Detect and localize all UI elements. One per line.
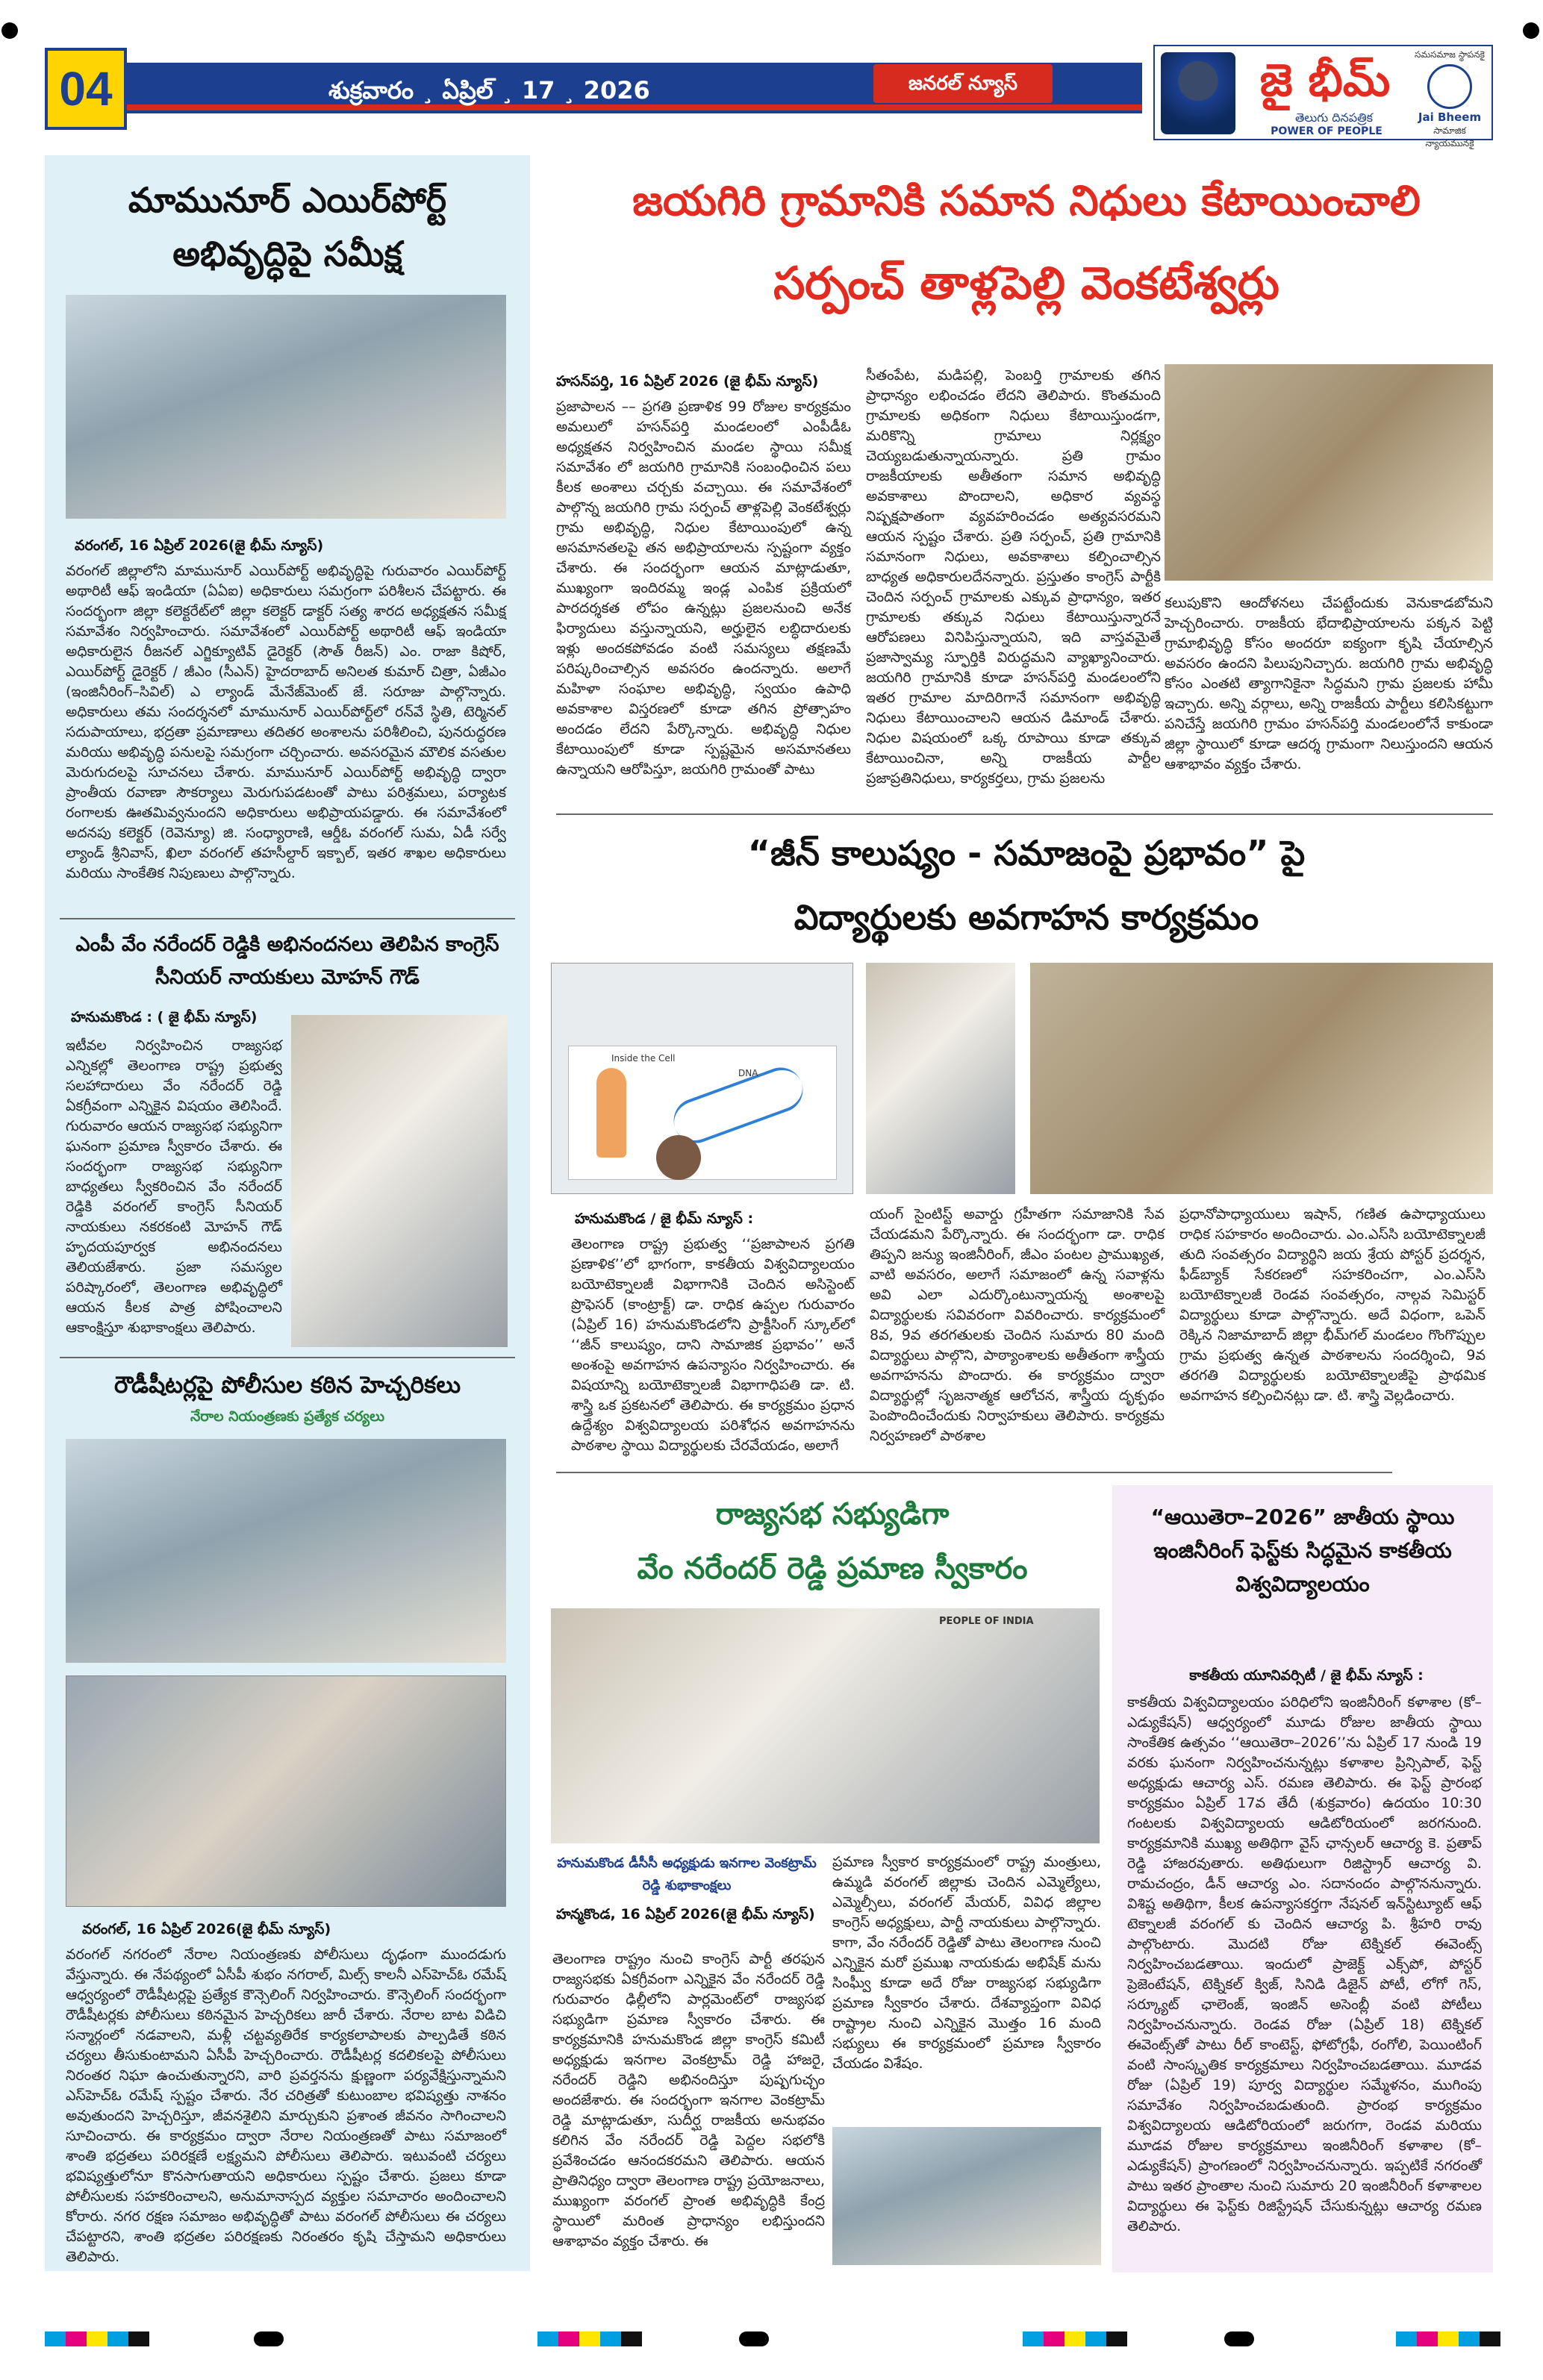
airport-meeting-photo <box>66 295 506 519</box>
divider <box>556 1472 1392 1473</box>
tagline-top: సమసమాజ స్థాపనకై <box>1415 49 1485 60</box>
article-rajyasabha-title-line1: రాజ్యసభ సభ్యుడిగా <box>715 1497 950 1531</box>
header-date: శుక్రవారం ¸ ఏప్రిల్ ¸ 17 ¸ 2026 <box>328 76 650 104</box>
registration-mark <box>1523 22 1539 39</box>
article-jayagiri-title-line2: సర్పంచ్ తాళ్లపెల్లి వెంకటేశ్వర్లు <box>773 257 1279 310</box>
article-jayagiri-col1: ప్రజాపాలన –– ప్రగతి ప్రణాళిక 99 రోజుల కార్యక్రమం అమలులో హసన్‌పర్తి మండలంలో ఎంపీడీఓ అధ్యక్షతన నిర్వహించిన మండల స్థాయి సమీక్ష సమావేశం లో జయగిరి గ్రామానికి సంబంధించిన పలు కీలక అంశాలు చర్చకు వచ్చాయి. ఈ సమావేశంలో పాల్గొన్న జయగిరి గ్రామ సర్పంచ్ తాళ్లపెల్లి వెంకటేశ్వర్లు గ్రామ అభివృద్ధి, నిధుల కేటాయింపులో ఉన్న అసమానతలపై తన అభిప్రాయాలను స్పష్టంగా వ్యక్తం చేశారు. ఈ సందర్భంగా ఆయన మాట్లాడుతూ, ముఖ్యంగా ఇందిరమ్మ ఇండ్ల ఎంపిక ప్రక్రియలో పారదర్శకత లోపం ఉన్నట్లు ప్రజలనుంచి అనేక ఫిర్యాదులు వస్తున్నాయని, అర్హులైన లబ్ధిదారులకు ఇళ్లు అందకపోవడం వంటి సమస్యలు తక్షణమే పరిష్కరించాల్సిన అవసరం ఉందన్నారు. అలాగే మహిళా సంఘాల అభివృద్ధి, స్వయం ఉపాధి అవకాశాల విస్తరణలో కూడా తగిన ప్రోత్సాహం అందడం లేదని పేర్కొన్నారు. అభివృద్ధి నిధుల కేటాయింపులో కూడా స్పష్టమైన అసమానతలు ఉన్నాయని ఆరోపిస్తూ, జయగిరి గ్రామంతో పాటు <box>556 399 851 778</box>
article-rajyasabha-col2: ప్రమాణ స్వీకార కార్యక్రమంలో రాష్ట్ర మంత్రులు, ఉమ్మడి వరంగల్ జిల్లాకు చెందిన ఎమ్మెల్యేలు, ఎమ్మెల్సీలు, వరంగల్ మేయర్, వివిధ జిల్లాల కాంగ్రెస్ అధ్యక్షులు, పార్టీ నాయకులు పాల్గొన్నారు. కాగా, వేం నరేందర్ రెడ్డితో పాటు తెలంగాణ నుంచి ఎన్నికైన మరో ప్రముఖ నాయకుడు అభిషేక్ మను సింఘ్వీ కూడా అదే రోజు రాజ్యసభ సభ్యుడిగా ప్రమాణ స్వీకారం చేశారు. దేశవ్యాప్తంగా వివిధ రాష్ట్రాల నుంచి ఎన్నికైన మొత్తం 16 మంది సభ్యులు ఈ కార్యక్రమంలో ప్రమాణ స్వీకారం చేయడం విశేషం. <box>832 1854 1101 2072</box>
article-aithera-title: “ఆయితెరా–2026” జాతీయ స్థాయి ఇంజినీరింగ్ ఫెస్ట్‌కు సిద్ధమైన కాకతీయ విశ్వవిద్యాలయం <box>1150 1505 1455 1596</box>
congratulation-photo <box>832 2127 1101 2265</box>
divider <box>556 813 1493 815</box>
tagline-bottom: సామాజిక న్యాయమునకై <box>1425 125 1474 149</box>
logo-text: Jai Bheem <box>1418 110 1482 124</box>
classroom-wall-photo <box>866 963 1015 1194</box>
divider <box>60 918 515 919</box>
article-police-body: వరంగల్ నగరంలో నేరాల నియంత్రణకు పోలీసులు దృఢంగా ముందడుగు వేస్తున్నారు. ఈ నేపథ్యంలో ఏసీపీ శుభం నగరాల్, మిల్స్ కాలనీ ఎస్‌హెచ్‌ఓ రమేష్ ఆధ్వర్యంలో రౌడీషీటర్లపై ప్రత్యేక కౌన్సెలింగ్ నిర్వహించారు. కౌన్సెలింగ్ సందర్భంగా రౌడీషీటర్లకు పోలీసులు కఠినమైన హెచ్చరికలు జారీ చేశారు. నేరాల బాట విడిచి సన్మార్గంలో నడవాలని, మళ్లీ చట్టవ్యతిరేక కార్యకలాపాలకు పాల్పడితే కఠిన చర్యలు తీసుకుంటామని ఏసీపీ హెచ్చరించారు. రౌడీషీటర్ల కదలికలపై పోలీసులు నిరంతర నిఘా ఉంచుతున్నారని, వారి ప్రవర్తనను క్షుణ్ణంగా పర్యవేక్షిస్తున్నామని ఎస్‌హెచ్‌ఓ రమేష్ స్పష్టం చేశారు. నేర చరిత్రతో కుటుంబాల భవిష్యత్తు నాశనం అవుతుందని హెచ్చరిస్తూ, జీవనశైలిని మార్చుకుని ప్రశాంత జీవనం సాగించాలని సూచించారు. ఈ కార్యక్రమం ద్వారా నేరాల నియంత్రణతో పాటు సమాజంలో శాంతి భద్రతలు పరిరక్షణే లక్ష్యమని పోలీసులు తెలిపారు. ఇటువంటి చర్యలు భవిష్యత్తులోనూ కొనసాగుతాయని అధికారులు స్పష్టం చేశారు. ప్రజలు కూడా పోలీసులకు సహకరించాలని, అనుమానాస్పద వ్యక్తుల సమాచారం అందించాలని కోరారు. నగర రక్షణ సమాజం అభివృద్ధితో పాటు వరంగల్ పోలీసులు ఈ చర్యలు చేపట్టారని, శాంతి భద్రతల పరిరక్షణకు నిరంతరం కృషి చేస్తామని అధికారులు తెలిపారు. <box>66 1946 506 2265</box>
speaker-inset <box>656 1135 701 1180</box>
color-bar-left <box>45 2331 149 2346</box>
article-aithera-dateline: కాకతీయ యూనివర్సిటీ / జై భీమ్ న్యూస్ : <box>1189 1667 1424 1684</box>
brand-name: జై భీమ్ <box>1259 54 1391 107</box>
registration-pill <box>1224 2331 1254 2346</box>
logo-emblem <box>1427 64 1472 109</box>
gene-slide-photo <box>551 963 853 1194</box>
masthead <box>1153 45 1493 149</box>
article-jayagiri-title-line1: జయగిరి గ్రామానికి సమాన నిధులు కేటాయించాలి <box>632 177 1421 225</box>
page-number: 04 <box>45 48 127 130</box>
classroom-students-photo <box>1030 963 1493 1194</box>
color-bar-mid <box>537 2331 642 2346</box>
brand-subtitle: తెలుగు దినపత్రిక <box>1294 110 1374 125</box>
article-jayagiri-col3: కలుపుకొని ఆందోళనలు చేపట్టేందుకు వెనుకాడబోమని హెచ్చరించారు. రాజకీయ భేదాభిప్రాయాలను పక్కన పెట్టి గ్రామాభివృద్ధి కోసం అందరూ ఐక్యంగా కృషి చేయాల్సిన అవసరం ఉందని పిలుపునిచ్చారు. జయగిరి గ్రామ అభివృద్ధి కోసం ఎంతటి త్యాగానికైనా సిద్ధమని గ్రామ ప్రజలకు హామీ ఇచ్చారు. అన్ని వర్గాలు, అన్ని రాజకీయ పార్టీలు కలిసికట్టుగా పనిచేస్తే జయగిరి గ్రామం హసన్‌పర్తి మండలంలోనే కాకుండా జిల్లా స్థాయిలో కూడా ఆదర్శ గ్రామంగా నిలుస్తుందని ఆయన ఆశాభావం వ్యక్తం చేశారు. <box>1165 595 1493 772</box>
article-rajyasabha-dateline: హన్మకొండ, 16 ఏప్రిల్ 2026(జై భీమ్ న్యూస్) <box>556 1906 815 1923</box>
article-gene-title-line2: విద్యార్థులకు అవగాహన కార్యక్రమం <box>794 897 1259 937</box>
registration-pill <box>739 2331 769 2346</box>
article-gene-col1: తెలంగాణ రాష్ట్ర ప్రభుత్వ ‘‘ప్రజాపాలన ప్రగతి ప్రణాళిక’’లో భాగంగా, కాకతీయ విశ్వవిద్యాలయం బయోటెక్నాలజీ విభాగానికి చెందిన అసిస్టెంట్ ప్రొఫెసర్ (కాంట్రాక్ట్) డా. రాధిక ఉప్పల గురువారం (ఏప్రిల్ 16) హనుమకొండలోని ప్రాక్టీసింగ్ స్కూల్‌లో ‘‘జీన్ కాలుష్యం, దాని సామాజిక ప్రభావం’’ అనే అంశంపై అవగాహన ఉపన్యాసం నిర్వహించారు. ఈ విషయాన్ని బయోటెక్నాలజీ విభాగాధిపతి డా. టి. శాస్త్రి ఒక ప్రకటనలో తెలిపారు. ఈ కార్యక్రమం ప్రధాన ఉద్దేశ్యం విశ్వవిద్యాలయ పరిశోధన అవగాహనను పాఠశాల స్థాయి విద్యార్థులకు చేరవేయడం, అలాగే <box>571 1236 855 1454</box>
article-jayagiri-dateline: హసన్‌పర్తి, 16 ఏప్రిల్ 2026 (జై భీమ్ న్యూస్) <box>556 373 819 390</box>
article-police-subtitle: నేరాల నియంత్రణకు ప్రత్యేక చర్యలు <box>190 1408 385 1425</box>
police-counselling-photo-2 <box>66 1675 506 1907</box>
registration-pill <box>254 2331 284 2346</box>
article-airport-dateline: వరంగల్, 16 ఏప్రిల్ 2026(జై భీమ్ న్యూస్) <box>75 537 324 554</box>
registration-mark <box>1 22 18 39</box>
article-jayagiri-col2: సీతంపేట, మడిపల్లి, పెంబర్తి గ్రామాలకు తగిన ప్రాధాన్యం లభించడం లేదని తెలిపారు. కొంతమంది గ్రామాలకు అధికంగా నిధులు కేటాయిస్తుండగా, మరికొన్ని గ్రామాలు నిర్లక్ష్యం చెయ్యబడుతున్నాయన్నారు. ప్రతి గ్రామం రాజకీయాలకు అతీతంగా సమాన అభివృద్ధి అవకాశాలు పొందాలని, అధికార వ్యవస్థ నిష్పక్షపాతంగా వ్యవహరించడం అత్యవసరమని ఆయన స్పష్టం చేశారు. ప్రతి సర్పంచ్, ప్రతి గ్రామానికి సమానంగా నిధులు, అవకాశాలు కల్పించాల్సిన బాధ్యత అధికారులదేనన్నారు. ప్రస్తుతం కాంగ్రెస్ పార్టీకి చెందిన సర్పంచ్ గ్రామాలకు ఎక్కువ ప్రాధాన్యం, ఇతర గ్రామాలకు తక్కువ నిధులు కేటాయిస్తున్నారనే ఆరోపణలు వినిపిస్తున్నాయని, ఇది వాస్తవమైతే ప్రజాస్వామ్య స్ఫూర్తికి విరుద్ధమని వ్యాఖ్యానించారు. జయగిరి గ్రామానికి కూడా హసన్‌పర్తి మండలంలోని ఇతర గ్రామాల మాదిరిగానే సమానంగా అభివృద్ధి నిధులు కేటాయించాలని ఆయన డిమాండ్ చేశారు. నిధుల విషయంలో ఒక్క రూపాయి కూడా తక్కువ కేటాయించినా, అన్ని రాజకీయ పార్టీల ప్రజాప్రతినిధులు, కార్యకర్తలు, గ్రామ ప్రజలను <box>866 367 1161 787</box>
color-bar-right <box>1396 2331 1500 2346</box>
slide-label-cell: Inside the Cell <box>611 1053 676 1063</box>
divider <box>60 1357 515 1358</box>
brand-tagline: POWER OF PEOPLE <box>1271 125 1383 137</box>
article-mohan-body: ఇటీవల నిర్వహించిన రాజ్యసభ ఎన్నికల్లో తెలంగాణ రాష్ట్ర ప్రభుత్వ సలహాదారులు వేం నరేందర్ రెడ్డి ఏకగ్రీవంగా ఎన్నికైన విషయం తెలిసిందే. గురువారం ఆయన రాజ్యసభ సభ్యునిగా ఘనంగా ప్రమాణ స్వీకారం చేశారు. ఈ సందర్భంగా రాజ్యసభ సభ్యునిగా బాధ్యతలు స్వీకరించిన వేం నరేందర్ రెడ్డికి వరంగల్ కాంగ్రెస్ సీనియర్ నాయకులు నకరకంటి మోహన్ గౌడ్ హృదయపూర్వక అభినందనలు తెలియజేశారు. ప్రజా సమస్యల పరిష్కారంలో, తెలంగాణ అభివృద్ధిలో ఆయన కీలక పాత్ర పోషించాలని ఆకాంక్షిస్తూ శుభాకాంక్షలు తెలిపారు. <box>66 1037 282 1336</box>
banner-people-of-india: PEOPLE OF INDIA <box>939 1616 1034 1627</box>
article-gene-dateline: హనుమకొండ / జై భీమ్ న్యూస్ : <box>575 1211 754 1227</box>
article-police-dateline: వరంగల్, 16 ఏప్రిల్ 2026(జై భీమ్ న్యూస్) <box>82 1921 331 1937</box>
article-rajyasabha-col1: తెలంగాణ రాష్ట్రం నుంచి కాంగ్రెస్ పార్టీ తరఫున రాజ్యసభకు ఏకగ్రీవంగా ఎన్నికైన వేం నరేందర్ రెడ్డి గురువారం ఢిల్లీలోని పార్లమెంట్‌లో రాజ్యసభ సభ్యుడిగా ప్రమాణ స్వీకారం చేశారు. ఈ కార్యక్రమానికి హనుమకొండ జిల్లా కాంగ్రెస్ కమిటీ అధ్యక్షుడు ఇనగాల వెంకట్రామ్ రెడ్డి హాజరై, నరేందర్ రెడ్డిని అభినందిస్తూ పుష్పగుచ్ఛం అందజేశారు. ఈ సందర్భంగా ఇనగాల వెంకట్రామ్ రెడ్డి మాట్లాడుతూ, సుదీర్ఘ రాజకీయ అనుభవం కలిగిన వేం నరేందర్ రెడ్డి పెద్దల సభలోకి ప్రవేశించడం ఆనందకరమని తెలిపారు. ఆయన ప్రాతినిధ్యం ద్వారా తెలంగాణ రాష్ట్ర ప్రయోజనాలు, ముఖ్యంగా వరంగల్ ప్రాంత అభివృద్ధికి కేంద్ర స్థాయిలో మరింత ప్రాధాన్యం లభిస్తుందని ఆశాభావం వ్యక్తం చేశారు. ఈ <box>552 1951 825 2249</box>
article-gene-col3: ప్రధానోపాధ్యాయులు ఇషాన్, గణిత ఉపాధ్యాయులు రాధిక సహకారం అందించారు. ఎం.ఎస్‌సి బయోటెక్నాలజీ తుది సంవత్సరం విద్యార్థిని జయ శ్రేయ పోస్టర్ ప్రదర్శన, ఫీడ్‌బ్యాక్ సేకరణలో సహకరించగా, ఎం.ఎస్‌సి బయోటెక్నాలజీ రెండవ సంవత్సరం, నాల్గవ సెమిస్టర్ విద్యార్థులు కూడా పాల్గొన్నారు. అదే విధంగా, ఒపెన్ రెక్కిన నిజామాబాద్ జిల్లా భీమ్‌గల్ మండలం గొంగొప్పుల గ్రామ ప్రభుత్వ ఉన్నత పాఠశాలను సందర్శించి, 9వ తరగతి విద్యార్థులకు బయోటెక్నాలజీపై ప్రాథమిక అవగాహన కల్పించినట్లు డా. టి. శాస్త్రి వెల్లడించారు. <box>1179 1206 1486 1404</box>
article-rajyasabha-title-line2: వేం నరేందర్ రెడ్డి ప్రమాణ స్వీకారం <box>637 1552 1028 1586</box>
article-police-title: రౌడీషీటర్లపై పోలీసుల కఠిన హెచ్చరికలు <box>113 1372 461 1399</box>
article-airport-body: వరంగల్ జిల్లాలోని మామునూర్ ఎయిర్‌పోర్ట్ అభివృద్ధిపై గురువారం ఎయిర్‌పోర్ట్ అథారిటీ ఆఫ్ ఇండియా (ఏఏఐ) అధికారులు సమగ్రంగా పరిశీలన చేపట్టారు. ఈ సందర్భంగా జిల్లా కలెక్టరేట్‌లో జిల్లా కలెక్టర్ డాక్టర్ సత్య శారద అధ్యక్షతన సమీక్ష సమావేశం నిర్వహించారు. సమావేశంలో ఎయిర్‌పోర్ట్ అథారిటీ ఆఫ్ ఇండియా అధికారులైన రీజనల్ ఎగ్జిక్యూటివ్ డైరెక్టర్ (సౌత్ రీజన్) ఎం. రాజా కిషోర్, ఎయిర్‌పోర్ట్ డైరెక్టర్ / జీఎం (సీఎన్) హైదరాబాద్ అనిలత కుమార్ చిత్రా, ఏజీఎం (ఇంజినీరింగ్–సివిల్) ఎ ల్యాండ్ మేనేజ్‌మెంట్ జే. సరూజు పాల్గొన్నారు. అధికారులు తమ సందర్శనలో మామునూర్ ఎయిర్‌పోర్ట్‌లో రన్‌వే స్థితి, టెర్మినల్ సదుపాయాలు, భద్రతా ప్రమాణాలు తదితర అంశాలను పరిశీలించి, పునరుద్ధరణ మరియు అభివృద్ధి పనులపై సమగ్రంగా చర్చించారు. అవసరమైన మౌలిక వసతుల మెరుగుదలపై సూచనలు చేశారు. మామునూర్ ఎయిర్‌పోర్ట్ అభివృద్ధి ద్వారా ప్రాంతీయ రవాణా సౌకర్యాలు మెరుగుపడటంతో పాటు పరిశ్రమలు, పర్యాటక రంగాలకు ఊతమివ్వనుందని అధికారులు అభిప్రాయపడ్డారు. ఈ సమావేశంలో అదనపు కలెక్టర్ (రెవెన్యూ) జి. సంధ్యారాణి, ఆర్డీఓ వరంగల్ సుమ, ఏడీ సర్వే ల్యాండ్ శ్రీనివాస్, ఖిలా వరంగల్ తహసీల్దార్ ఇక్బాల్, ఇతర శాఖల అధికారులు మరియు సాంకేతిక నిపుణులు పాల్గొన్నారు. <box>66 563 506 881</box>
oath-photo-caption: హనుమకొండ డీసీసీ అధ్యక్షుడు ఇనగాల వెంకట్రామ్ రెడ్డి శుభాకాంక్షలు <box>557 1855 817 1893</box>
mohan-goud-photo <box>291 1015 508 1347</box>
section-label: జనరల్ న్యూస్ <box>873 64 1053 103</box>
police-counselling-photo-1 <box>66 1439 506 1663</box>
article-airport-title: మామునూర్ ఎయిర్‌పోర్ట్ అభివృద్ధిపై సమీక్ష <box>128 180 447 274</box>
ambedkar-portrait <box>1161 52 1235 134</box>
article-gene-title-line1: “జీన్ కాలుష్యం - సమాజంపై ప్రభావం” పై <box>747 833 1306 873</box>
sarpanch-photo <box>1165 364 1493 581</box>
slide-label-dna: DNA <box>738 1068 758 1078</box>
oath-group-photo <box>551 1608 1100 1843</box>
article-mohan-title: ఎంపీ వేం నరేందర్ రెడ్డికి అభినందనలు తెలిపిన కాంగ్రెస్ సీనియర్ నాయకులు మోహన్ గౌడ్ <box>75 933 499 989</box>
article-gene-col2: యంగ్ సైంటిస్ట్ అవార్డు గ్రహీతగా సమాజానికి సేవ చేయడమని పేర్కొన్నారు. ఈ సందర్భంగా డా. రాధిక తిప్పని జన్యు ఇంజినీరింగ్, జీఎం పంటల ప్రాముఖ్యత, వాటి అవసరం, అలాగే సమాజంలో ఉన్న సవాళ్లను అవి ఎలా ఎదుర్కొంటున్నాయన్న అంశాలపై విద్యార్థులకు సవివరంగా వివరించారు. కార్యక్రమంలో 8వ, 9వ తరగతులకు చెందిన సుమారు 80 మంది విద్యార్థులు పాల్గొని, పాఠ్యాంశాలకు అతీతంగా శాస్త్రీయ అవగాహనను పొందారు. ఈ కార్యక్రమం ద్వారా విద్యార్థుల్లో సృజనాత్మక ఆలోచన, శాస్త్రీయ దృక్పథం పెంపొందించేందుకు నిర్వాహకులు తెలిపారు. కార్యక్రమ నిర్వహణలో పాఠశాల <box>870 1206 1165 1444</box>
article-mohan-dateline: హనుమకొండ : ( జై భీమ్ న్యూస్) <box>71 1009 258 1025</box>
article-aithera-body: కాకతీయ విశ్వవిద్యాలయం పరిధిలోని ఇంజినీరింగ్ కళాశాల (కో–ఎడ్యుకేషన్) ఆధ్వర్యంలో మూడు రోజుల జాతీయ స్థాయి సాంకేతిక ఉత్సవం ‘‘ఆయితెరా–2026’’ను ఏప్రిల్ 17 నుండి 19 వరకు ఘనంగా నిర్వహించనున్నట్లు కళాశాల ప్రిన్సిపాల్, ఫెస్ట్ అధ్యక్షుడు ఆచార్య ఎస్. రమణ తెలిపారు. ఈ ఫెస్ట్ ప్రారంభ కార్యక్రమం ఏప్రిల్ 17వ తేదీ (శుక్రవారం) ఉదయం 10:30 గంటలకు విశ్వవిద్యాలయ ఆడిటోరియంలో జరగనుంది. కార్యక్రమానికి ముఖ్య అతిథిగా వైస్ ఛాన్సలర్ ఆచార్య కె. ప్రతాప్ రెడ్డి హాజరవుతారు. అతిథులుగా రిజిస్ట్రార్ ఆచార్య వి. రామచంద్రం, డీన్ ఆచార్య ఎం. సదానందం పాల్గొననున్నారు. విశిష్ట అతిథిగా, కీలక ఉపన్యాసకర్తగా నేషనల్ ఇన్‌స్టిట్యూట్ ఆఫ్ టెక్నాలజీ వరంగల్ కు చెందిన ఆచార్య పి. శ్రీహరి రావు పాల్గొంటారు. మొదటి రోజు టెక్నికల్ ఈవెంట్స్ నిర్వహించబడతాయి. ఇందులో ప్రాజెక్ట్ ఎక్స్‌పో, పోస్టర్ ప్రెజెంటేషన్, టెక్నికల్ క్విజ్, సినిడి డిజైన్ పోటీ, లోగో గెస్, సర్క్యూట్ ఛాలెంజ్, ఇంజిన్ అసెంబ్లీ వంటి పోటీలు నిర్వహించనున్నారు. రెండవ రోజు (ఏప్రిల్ 18) టెక్నికల్ ఈవెంట్స్‌తో పాటు రీల్ కాంటెస్ట్, ఫోటోగ్రఫీ, రంగోలి, పెయింటింగ్ వంటి సాంస్కృతిక కార్యక్రమాలు నిర్వహించబడతాయి. మూడవ రోజు (ఏప్రిల్ 19) పూర్వ విద్యార్థుల సమ్మేళనం, ముగింపు సమావేశం నిర్వహించబడుతుంది. ప్రారంభ కార్యక్రమం విశ్వవిద్యాలయ ఆడిటోరియంలో జరుగగా, రెండవ మరియు మూడవ రోజుల కార్యక్రమాలు ఇంజినీరింగ్ కళాశాల (కో–ఎడ్యుకేషన్) ప్రాంగణంలో నిర్వహించనున్నారు. ఇప్పటికే నగరంతో పాటు ఇతర ప్రాంతాల నుంచి సుమారు 20 ఇంజినీరింగ్ కళాశాలల విద్యార్థులు ఈ ఫెస్ట్‌కు రిజిస్ట్రేషన్ చేసుకున్నట్లు ఆచార్య రమణ తెలిపారు. <box>1127 1694 1482 2234</box>
body-figure-icon <box>596 1068 626 1158</box>
color-bar-mid2 <box>1023 2331 1127 2346</box>
